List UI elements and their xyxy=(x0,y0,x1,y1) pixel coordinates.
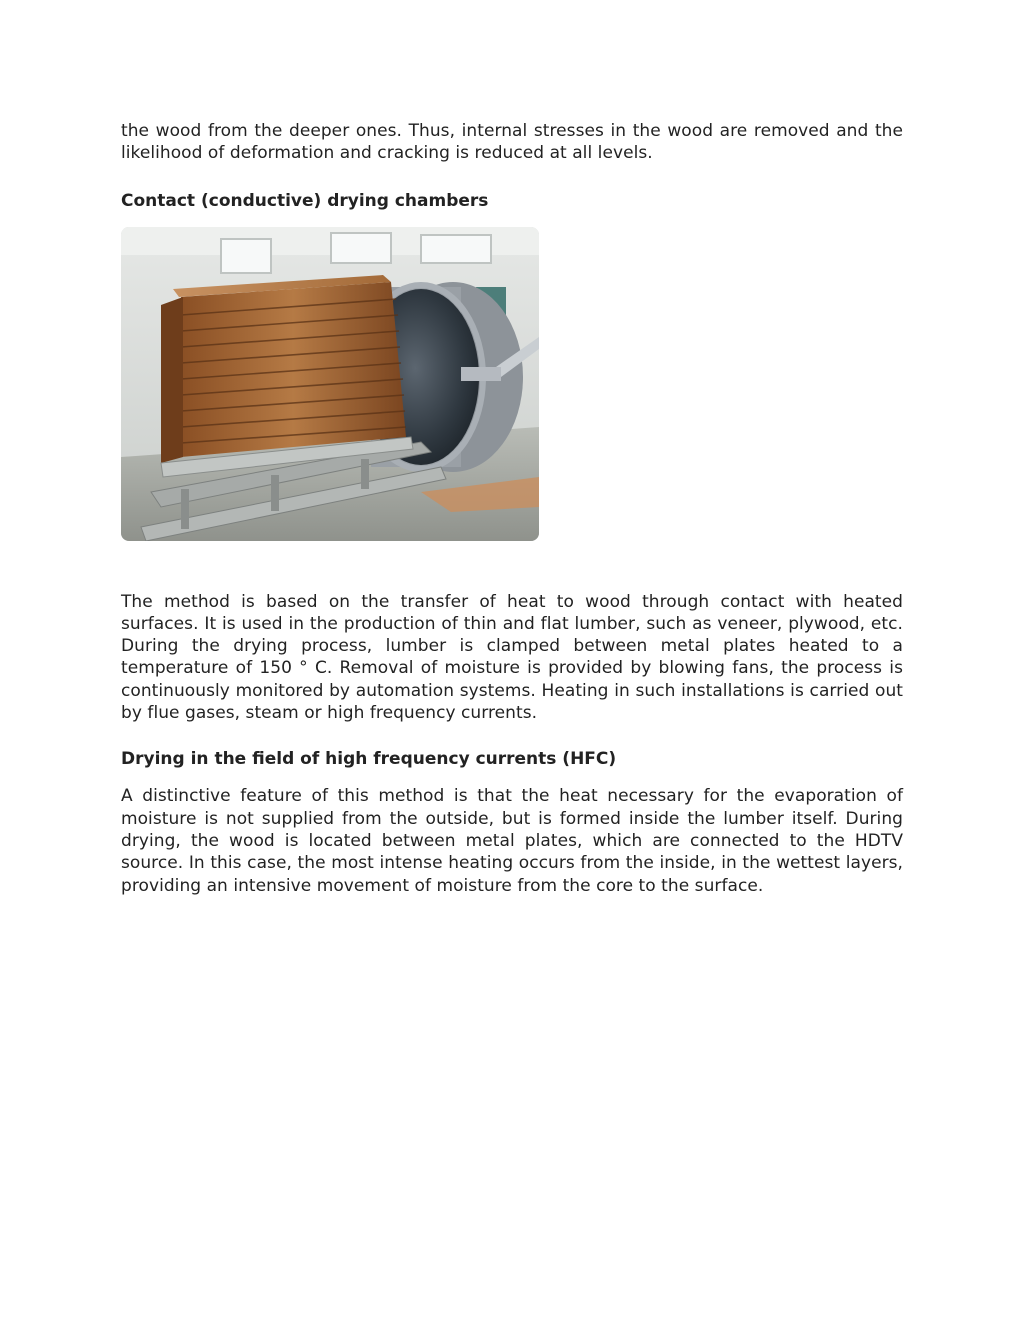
document-page xyxy=(121,120,903,897)
hfc-drying-paragraph: A distinctive feature of this method is that the heat necessary for the evaporation of moisture is not supplied from the outside, but is formed inside the lumber itself. During drying, the wood is located between metal plates, which are connected to the HDTV source. In this case, the most intense heating occurs from the inside, in the wettest layers, providing an intensive movement of moisture from the core to the surface. xyxy=(121,786,903,896)
contact-drying-heading: Contact (conductive) drying chambers xyxy=(121,190,489,211)
intro-paragraph: the wood from the deeper ones. Thus, internal stresses in the wood are removed and the likelihood of deformation and cracking is reduced at all levels. xyxy=(121,121,903,164)
contact-drying-paragraph: The method is based on the transfer of heat to wood through contact with heated surfaces. It is used in the production of thin and flat lumber, such as veneer, plywood, etc. During the drying process, lumber is clamped between metal plates heated to a temperature of 150 ° C. Removal of moisture is provided by blowing fans, the process is continuously monitored by automation systems. Heating in such installations is carried out by flue gases, steam or high frequency currents. xyxy=(121,591,903,724)
hfc-drying-heading: Drying in the field of high frequency currents (HFC) xyxy=(121,749,617,770)
drying-chamber-photo xyxy=(121,227,539,541)
